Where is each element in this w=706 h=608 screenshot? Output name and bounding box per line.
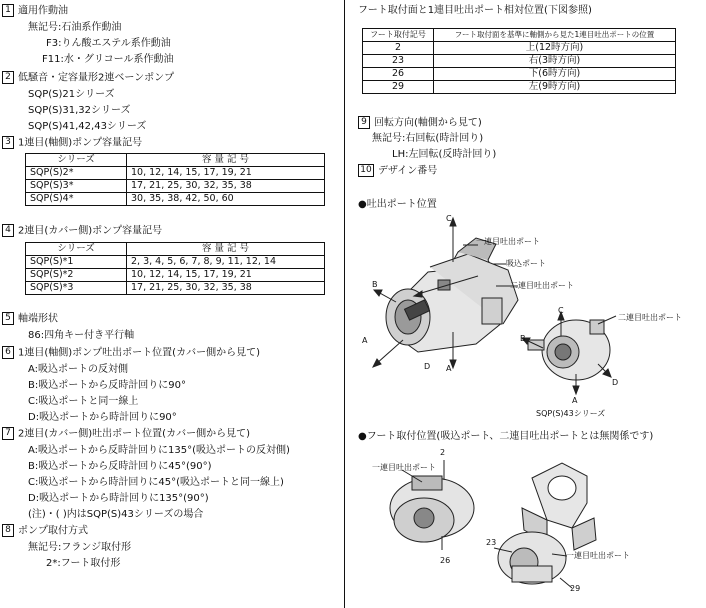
section-4-heading (2, 224, 162, 238)
section-number: 4 (2, 224, 14, 237)
section-number: 1 (2, 4, 14, 17)
section-title: デザイン番号 (378, 165, 438, 177)
label-foot-26: 26 (440, 556, 451, 565)
text-line: 無記号:石油系作動油 (28, 22, 122, 33)
note-line: (注)・( )内はSQP(S)43シリーズの場合 (28, 509, 204, 520)
table-row (26, 193, 325, 206)
table-cell: 30, 35, 38, 42, 50, 60 (127, 193, 325, 206)
text-line: F3:りん酸エステル系作動油 (46, 38, 171, 49)
section-title: 2連目(カバー側)吐出ポート位置(カバー側から見て) (18, 428, 250, 440)
table-row (363, 68, 676, 81)
section-title: ポンプ取付方式 (18, 525, 88, 537)
text-line: 86:四角キー付き平行軸 (28, 330, 135, 341)
section-title: 2連目(カバー側)ポンプ容量記号 (18, 225, 163, 237)
table-cell: SQP(S)2* (26, 167, 127, 180)
label-second-port: 二連目吐出ポート (510, 281, 574, 290)
capacity-table-1 (25, 153, 325, 206)
table-header: フート取付面を基準に軸側から見た1連目吐出ポートの位置 (434, 29, 676, 42)
section-number: 3 (2, 136, 14, 149)
label-first-port-foot-2: 一連目吐出ポート (566, 551, 630, 560)
table-row (26, 269, 325, 282)
section-10-heading (358, 164, 437, 178)
section-8-heading (2, 524, 88, 538)
table-row (363, 81, 676, 94)
table-row (26, 180, 325, 193)
text-line: C:吸込ポートから時計回りに45°(吸込ポートと同一線上) (28, 477, 284, 488)
label-a-1: A (362, 336, 368, 345)
section-number: 5 (2, 312, 14, 325)
table-cell: SQP(S)*1 (26, 256, 127, 269)
label-d-1: D (424, 362, 431, 371)
section-title: 低騒音・定容量形2連ベーンポンプ (18, 72, 175, 84)
text-line: SQP(S)21シリーズ (28, 89, 115, 100)
table-row (363, 55, 676, 68)
table-header: 容 量 記 号 (127, 243, 325, 256)
label-b-1: B (372, 280, 378, 289)
table-cell: SQP(S)*3 (26, 282, 127, 295)
text-line: 2*:フート取付形 (46, 558, 121, 569)
capacity-table-2 (25, 242, 325, 295)
section-title: 軸端形状 (18, 313, 58, 325)
section-2-heading (2, 71, 174, 85)
table-header: シリーズ (26, 243, 127, 256)
label-suction-port: 吸込ポート (506, 259, 546, 268)
section-number: 10 (358, 164, 374, 177)
column-divider (344, 0, 345, 608)
table-cell: 10, 12, 14, 15, 17, 19, 21 (127, 167, 325, 180)
table-cell: 10, 12, 14, 15, 17, 19, 21 (127, 269, 325, 282)
table-header: 容 量 記 号 (127, 154, 325, 167)
label-foot-23: 23 (486, 538, 497, 547)
text-line: B:吸込ポートから反時計回りに45°(90°) (28, 461, 212, 472)
foot-table-title: フート取付面と1連目吐出ポート相対位置(下図参照) (358, 5, 592, 16)
table-cell: 29 (363, 81, 434, 94)
label-d-2: D (612, 378, 619, 387)
section-5-heading (2, 312, 58, 326)
text-line: 無記号:フランジ取付形 (28, 542, 132, 553)
label-b-2: B (520, 334, 526, 343)
label-foot-2: 2 (440, 448, 446, 457)
table-row (363, 42, 676, 55)
section-title: 適用作動油 (18, 5, 68, 17)
section-title: 回転方向(軸側から見て) (374, 117, 482, 129)
text-line: SQP(S)41,42,43シリーズ (28, 121, 147, 132)
table-row (26, 167, 325, 180)
table-cell: SQP(S)3* (26, 180, 127, 193)
text-line: B:吸込ポートから反時計回りに90° (28, 380, 186, 391)
table-cell: SQP(S)4* (26, 193, 127, 206)
text-line: A:吸込ポートの反対側 (28, 364, 129, 375)
section-number: 9 (358, 116, 370, 129)
table-cell: 左(9時方向) (434, 81, 676, 94)
series-43-label: SQP(S)43シリーズ (536, 409, 606, 418)
foot-position-title: ●フート取付位置(吸込ポート、二連目吐出ポートとは無関係です) (358, 431, 654, 442)
table-cell: 17, 21, 25, 30, 32, 35, 38 (127, 282, 325, 295)
section-1-heading (2, 4, 68, 18)
section-number: 8 (2, 524, 14, 537)
label-second-port-2: 二連目吐出ポート (618, 313, 682, 322)
port-position-title: ●吐出ポート位置 (358, 199, 437, 210)
section-9-heading (358, 116, 482, 130)
table-cell: SQP(S)*2 (26, 269, 127, 282)
table-cell: 下(6時方向) (434, 68, 676, 81)
table-cell: 上(12時方向) (434, 42, 676, 55)
table-cell: 2, 3, 4, 5, 6, 7, 8, 9, 11, 12, 14 (127, 256, 325, 269)
section-number: 7 (2, 427, 14, 440)
label-first-port: 一連目吐出ポート (476, 237, 540, 246)
label-a-2: A (446, 364, 452, 373)
table-cell: 右(3時方向) (434, 55, 676, 68)
table-cell: 2 (363, 42, 434, 55)
section-3-heading (2, 136, 142, 150)
section-7-heading (2, 427, 250, 441)
table-cell: 26 (363, 68, 434, 81)
table-cell: 23 (363, 55, 434, 68)
label-c-2: C (558, 306, 564, 315)
table-header: シリーズ (26, 154, 127, 167)
label-c-1: C (446, 214, 452, 223)
table-cell: 17, 21, 25, 30, 32, 35, 38 (127, 180, 325, 193)
section-number: 6 (2, 346, 14, 359)
text-line: 無記号:右回転(時計回り) (372, 133, 484, 144)
label-foot-29: 29 (570, 584, 581, 593)
label-a-3: A (572, 396, 578, 405)
table-row (26, 256, 325, 269)
table-header: フート取付記号 (363, 29, 434, 42)
label-first-port-foot: 一連目吐出ポート (372, 463, 436, 472)
text-line: D:吸込ポートから時計回りに135°(90°) (28, 493, 209, 504)
section-number: 2 (2, 71, 14, 84)
table-row (26, 282, 325, 295)
text-line: F11:水・グリコール系作動油 (42, 54, 174, 65)
text-line: D:吸込ポートから時計回りに90° (28, 412, 177, 423)
section-6-heading (2, 346, 260, 360)
text-line: A:吸込ポートから反時計回りに135°(吸込ポートの反対側) (28, 445, 290, 456)
text-line: C:吸込ポートと同一線上 (28, 396, 139, 407)
foot-table (362, 28, 676, 94)
section-title: 1連目(軸側)ポンプ容量記号 (18, 137, 143, 149)
text-line: LH:左回転(反時計回り) (392, 149, 497, 160)
section-title: 1連目(軸側)ポンプ吐出ポート位置(カバー側から見て) (18, 347, 260, 359)
text-line: SQP(S)31,32シリーズ (28, 105, 131, 116)
